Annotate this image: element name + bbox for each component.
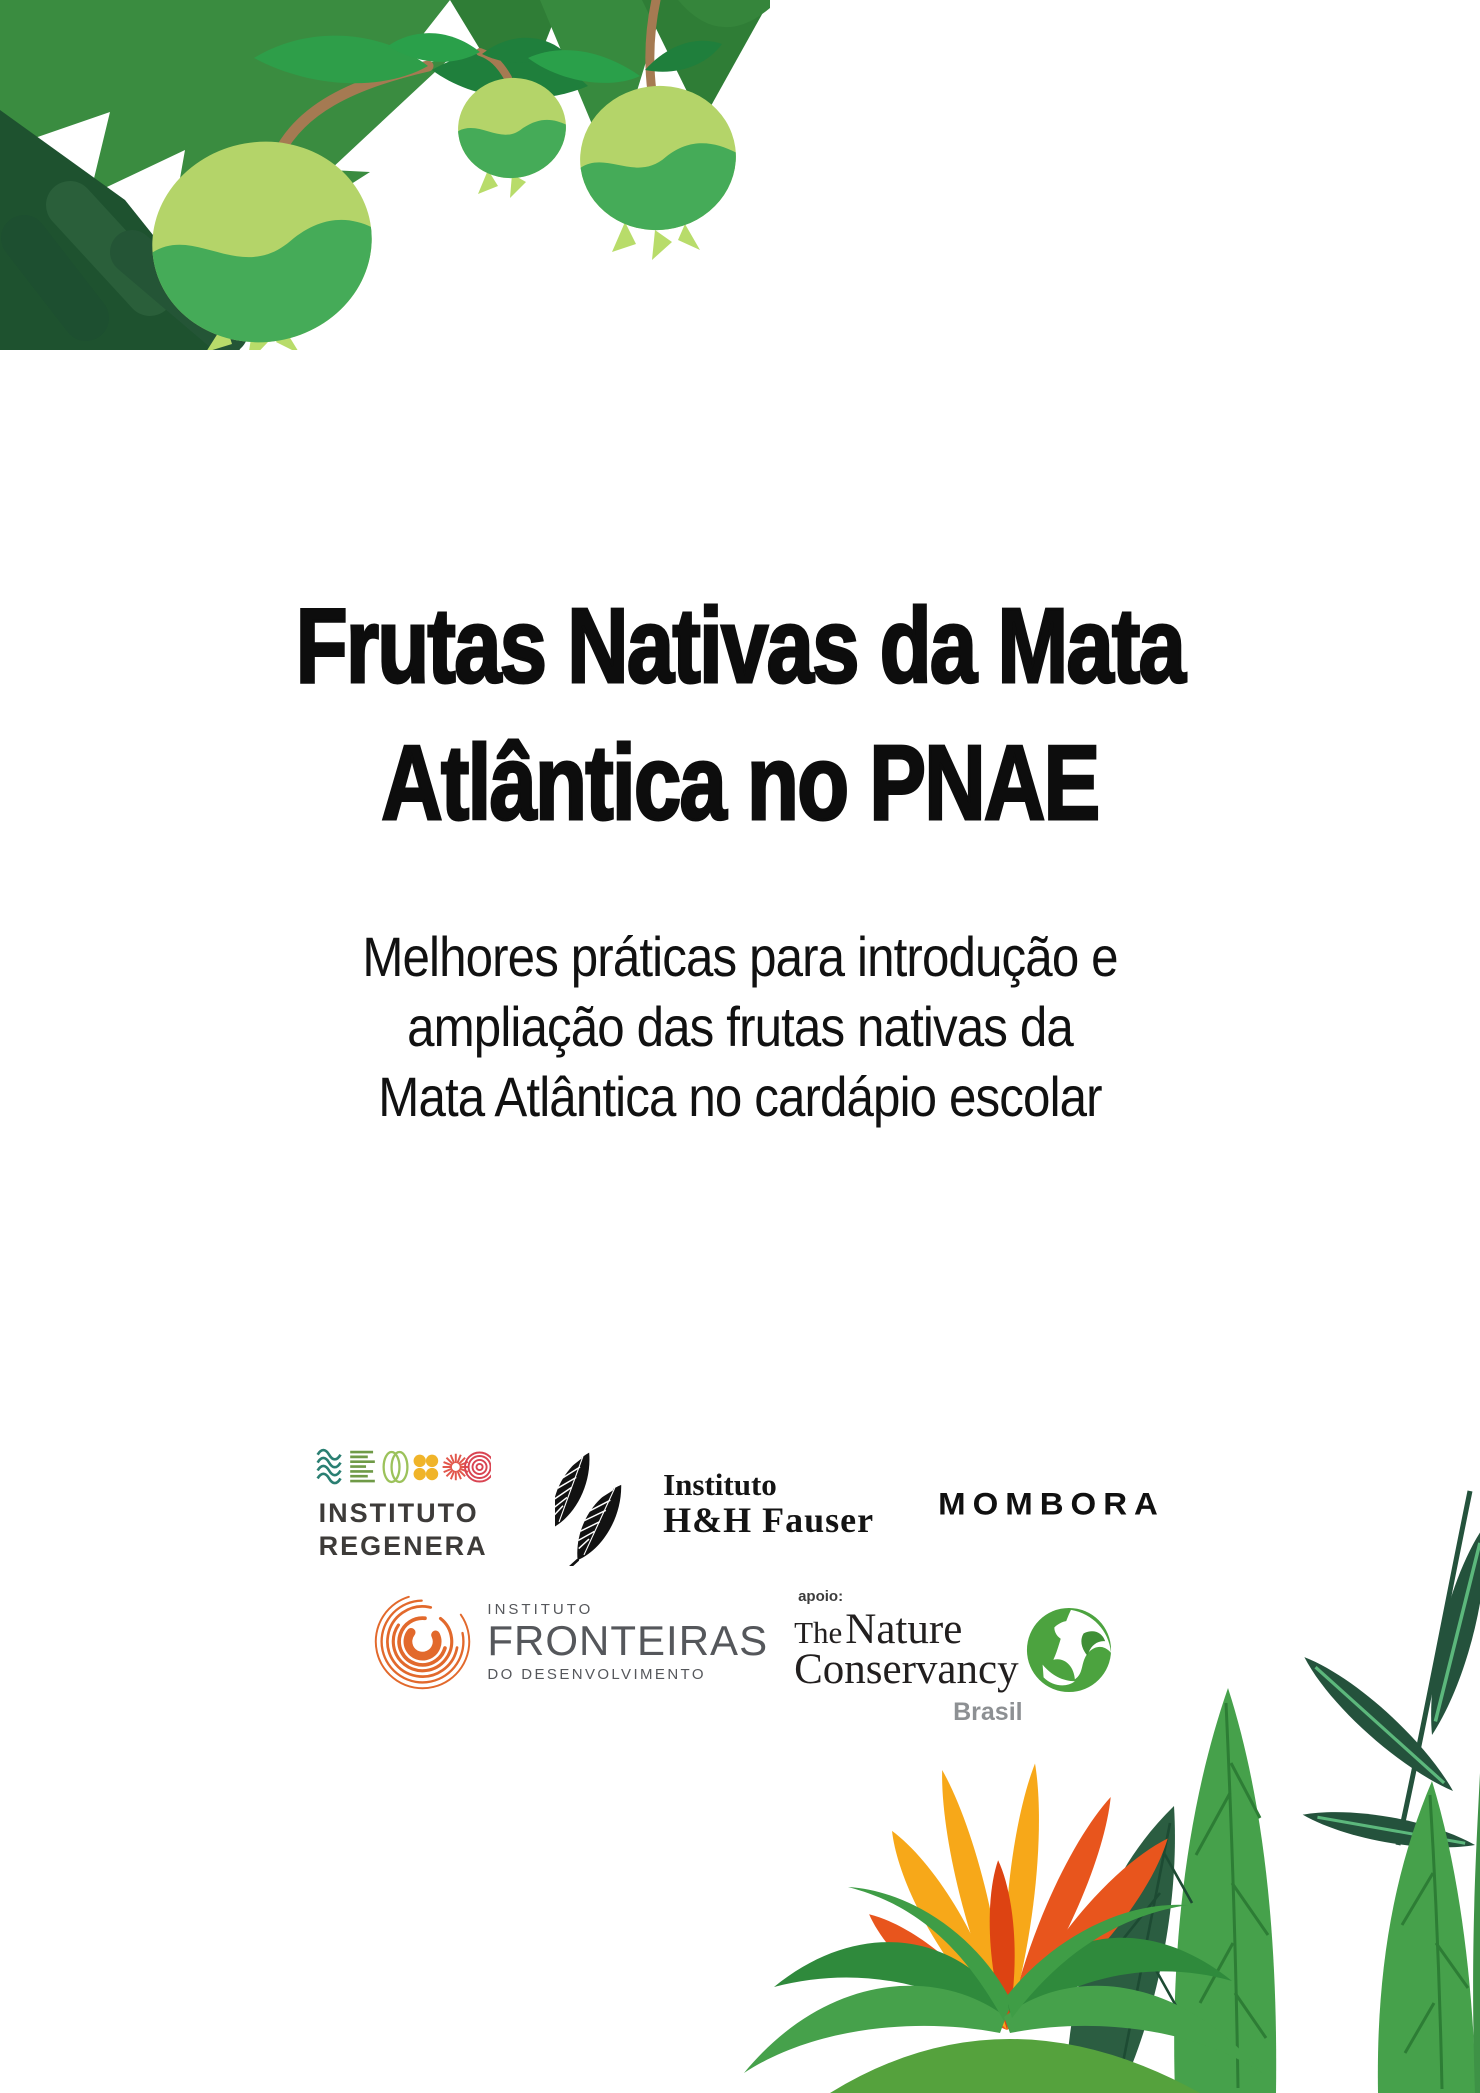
dots-icon bbox=[414, 1454, 439, 1480]
subtitle-line-2: ampliação das frutas nativas da bbox=[407, 995, 1073, 1058]
title-line-1: Frutas Nativas da Mata bbox=[295, 587, 1185, 705]
ellipses-icon bbox=[384, 1452, 408, 1482]
tnc-country-label: Brasil bbox=[953, 1698, 1023, 1726]
tnc-label-line1: TheNature bbox=[794, 1606, 963, 1654]
tnc-label-line2: Conservancy bbox=[794, 1646, 1019, 1693]
logo-instituto-regenera bbox=[315, 1446, 491, 1563]
bars-icon bbox=[350, 1452, 375, 1481]
regenera-label-line1: INSTITUTO bbox=[318, 1497, 479, 1528]
page-subtitle bbox=[89, 922, 1391, 1132]
regenera-label-line2: REGENERA bbox=[318, 1530, 488, 1561]
rings-icon bbox=[465, 1452, 491, 1481]
support-label: apoio: bbox=[798, 1588, 844, 1605]
fronteiras-label-line3: DO DESENVOLVIMENTO bbox=[487, 1666, 706, 1683]
title-line-2: Atlântica no PNAE bbox=[381, 724, 1099, 842]
regenera-symbols-icon bbox=[315, 1446, 491, 1488]
fronteiras-label-line2: FRONTEIRAS bbox=[487, 1617, 769, 1664]
hh-fauser-label-line1: Instituto bbox=[663, 1466, 777, 1502]
subtitle-line-3: Mata Atlântica no cardápio escolar bbox=[378, 1065, 1102, 1128]
subtitle-line-1: Melhores práticas para introdução e bbox=[362, 925, 1118, 988]
fronteiras-label-line1: INSTITUTO bbox=[487, 1601, 594, 1618]
dark-leaf-sprig bbox=[1295, 1491, 1480, 1858]
logo-mombora: MOMBORA bbox=[938, 1485, 1165, 1522]
page-title bbox=[148, 578, 1332, 852]
hh-fauser-label-line2: H&H Fauser bbox=[663, 1500, 875, 1541]
tropical-plants-illustration bbox=[560, 1473, 1480, 2093]
top-leaves-illustration bbox=[0, 0, 770, 350]
waves-icon bbox=[318, 1450, 341, 1483]
spiral-arcs-icon bbox=[367, 1586, 479, 1698]
